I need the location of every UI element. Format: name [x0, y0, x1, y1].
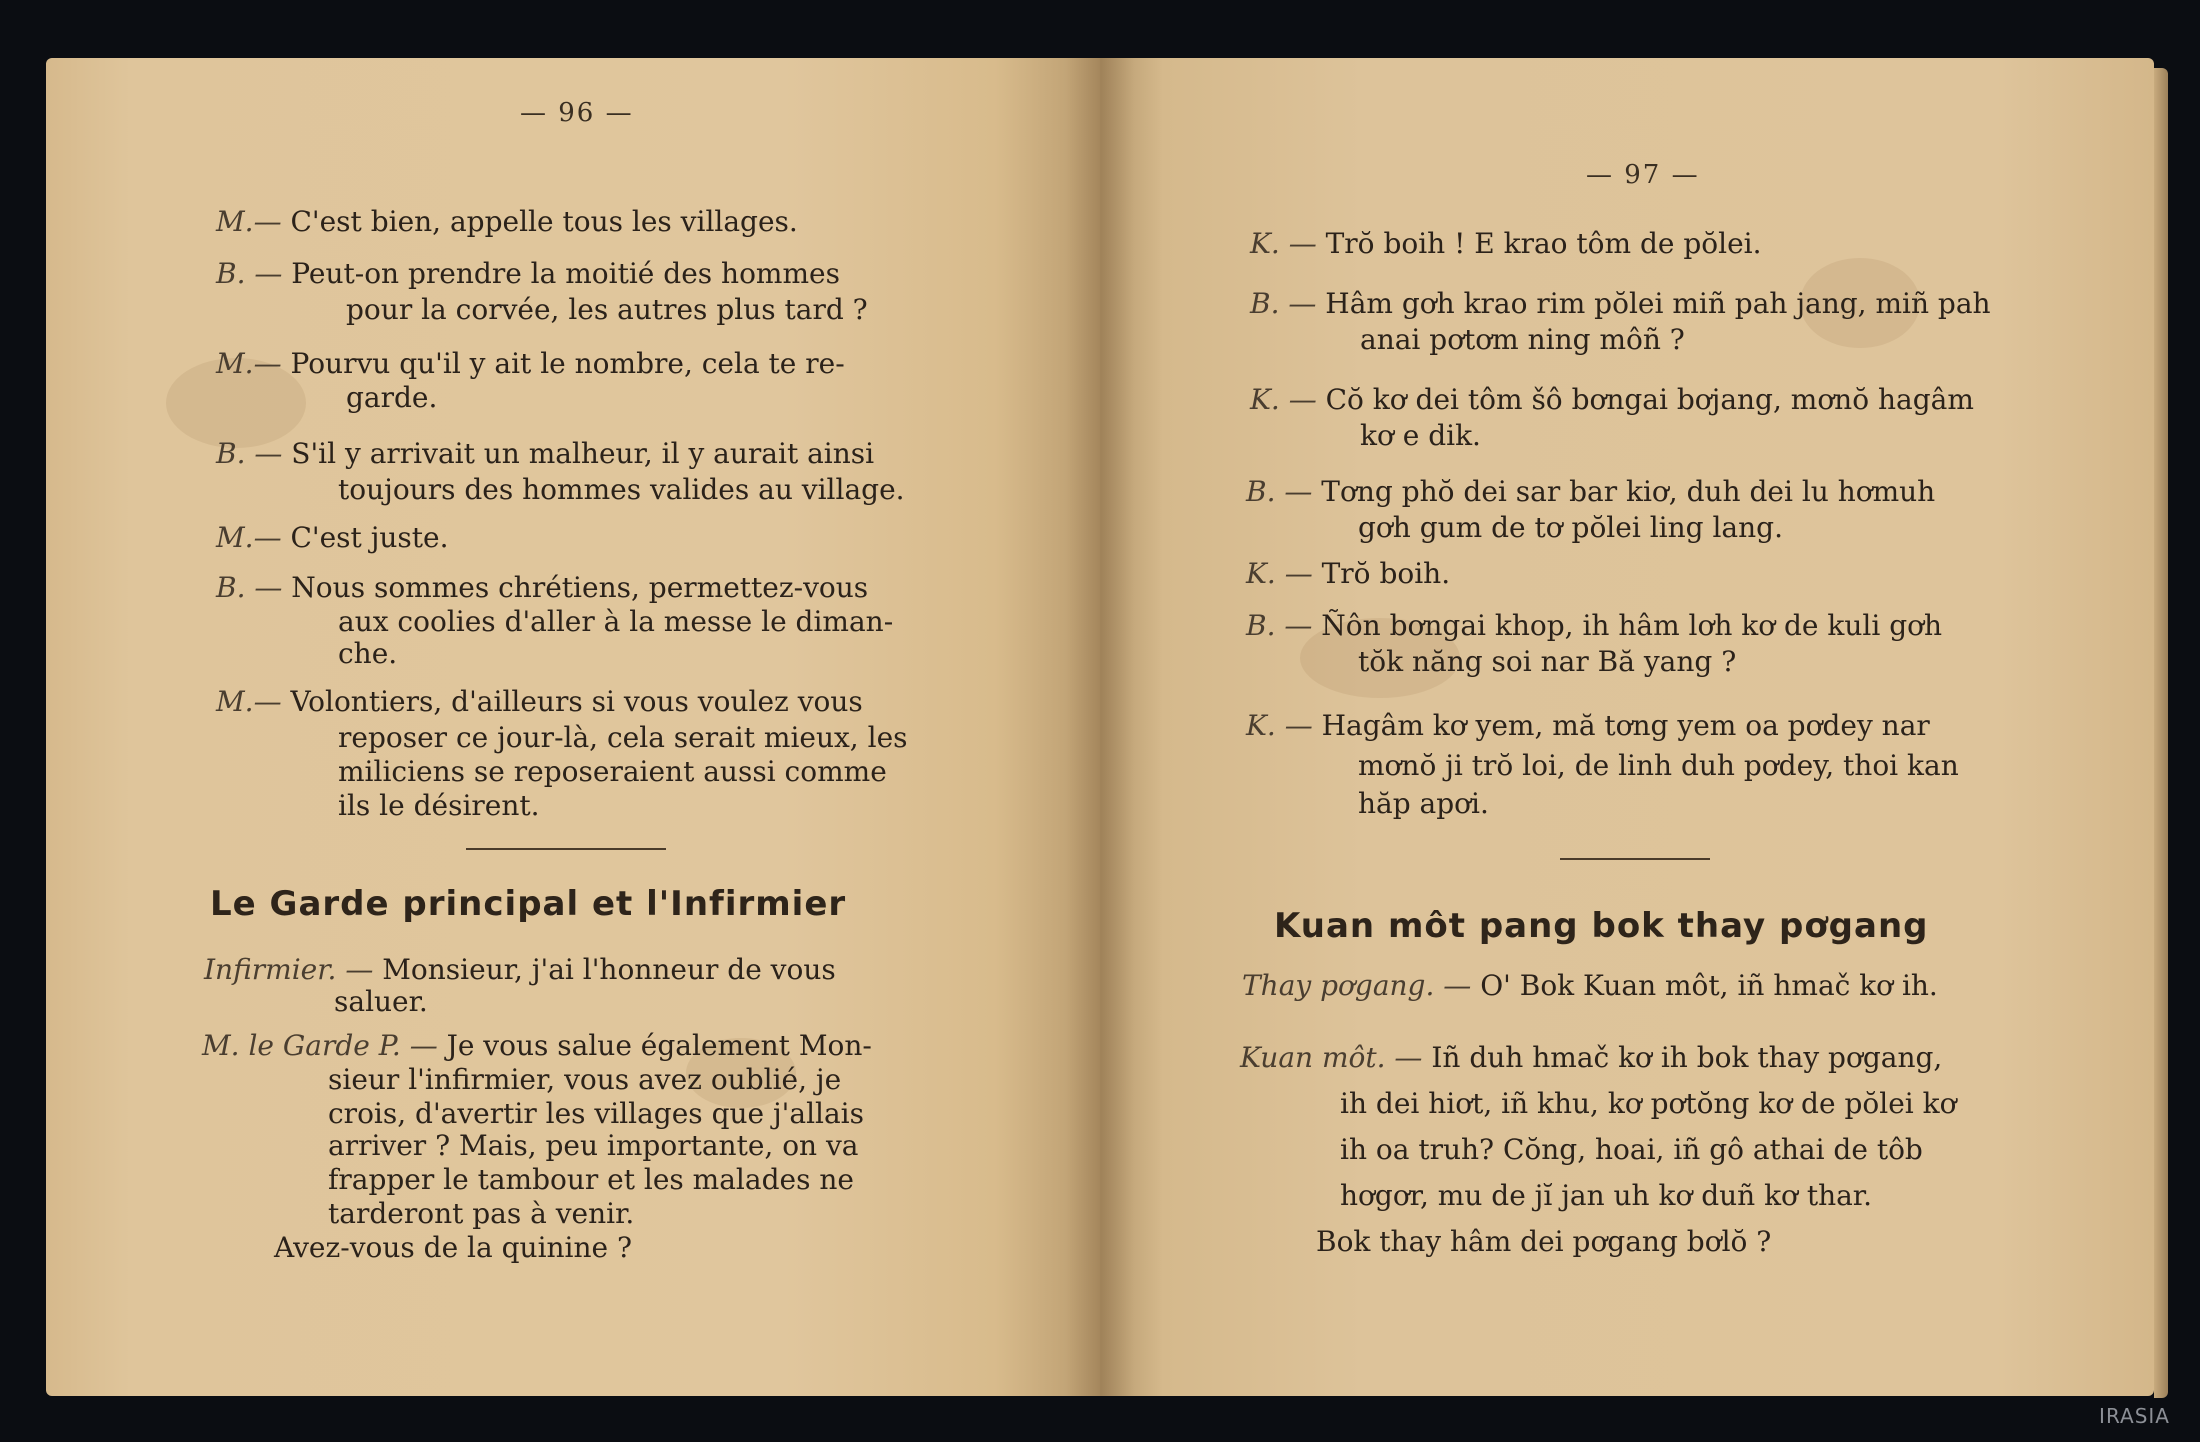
dialogue-line	[1358, 646, 1736, 678]
line-text: arriver ? Mais, peu importante, on va	[328, 1129, 859, 1162]
line-text: Hâm gơh krao rim pŏlei miñ pah jang, miñ pah	[1325, 287, 1991, 320]
dialogue-line	[1358, 512, 1783, 544]
speaker-label: Infirmier. —	[204, 953, 374, 986]
dialogue-line	[338, 756, 887, 788]
line-text: Iñ duh hmač kơ ih bok thay pơgang,	[1431, 1041, 1943, 1074]
speaker-label: K. —	[1250, 383, 1317, 416]
line-text: anai pơtơm ning môñ ?	[1360, 323, 1685, 356]
dialogue-line	[328, 1064, 841, 1096]
dialogue-line	[334, 986, 428, 1018]
dialogue-line	[1358, 788, 1489, 820]
line-text: ih dei hiơt, iñ khu, kơ pơtŏng kơ de pŏlei kơ	[1340, 1087, 1957, 1120]
line-text: reposer ce jour-là, cela serait mieux, les	[338, 721, 908, 754]
speaker-label: M.—	[216, 685, 282, 718]
dialogue-line	[328, 1164, 854, 1196]
line-text: ils le désirent.	[338, 789, 540, 822]
page-number-right: — 97 —	[1586, 160, 1700, 190]
dialogue-line	[1246, 476, 1935, 508]
section-heading: Le Garde principal et l'Infirmier	[210, 884, 847, 924]
dialogue-line	[216, 522, 449, 554]
speaker-label: B. —	[216, 437, 283, 470]
dialogue-line	[1240, 1042, 1942, 1074]
dialogue-line	[1250, 288, 1991, 320]
dialogue-line	[1340, 1180, 1872, 1212]
line-text: Avez-vous de la quinine ?	[274, 1231, 633, 1264]
dialogue-line	[338, 638, 397, 670]
dialogue-line	[1340, 1088, 1956, 1120]
speaker-label: K. —	[1250, 227, 1317, 260]
section-heading: Kuan môt pang bok thay pơgang	[1274, 906, 1929, 946]
line-text: hơgơr, mu de jĭ jan uh kơ duñ kơ thar.	[1340, 1179, 1872, 1212]
section-divider	[466, 848, 666, 850]
watermark-text: IRASIA	[2099, 1404, 2170, 1428]
dialogue-line	[204, 954, 836, 986]
line-text: Trŏ boih.	[1321, 557, 1451, 590]
line-text: C'est bien, appelle tous les villages.	[290, 205, 798, 238]
line-text: Cŏ kơ dei tôm šô bơngai bơjang, mơnŏ hagâm	[1325, 383, 1974, 416]
line-text: C'est juste.	[290, 521, 449, 554]
right-page	[1100, 58, 2154, 1396]
line-text: Monsieur, j'ai l'honneur de vous	[382, 953, 836, 986]
line-text: che.	[338, 637, 398, 670]
book-spine	[1066, 58, 1134, 1396]
line-text: tŏk năng soi nar Bă yang ?	[1358, 645, 1737, 678]
line-text: kơ e dik.	[1360, 419, 1481, 452]
dialogue-line	[346, 294, 868, 326]
page-number-left: — 96 —	[520, 98, 634, 128]
line-text: Hagâm kơ yem, mă tơng yem oa pơdey nar	[1321, 709, 1930, 742]
line-text: garde.	[346, 381, 438, 414]
line-text: frapper le tambour et les malades ne	[328, 1163, 854, 1196]
dialogue-line	[1250, 228, 1762, 260]
line-text: O' Bok Kuan môt, iñ hmač kơ ih.	[1480, 969, 1938, 1002]
dialogue-line	[1250, 384, 1974, 416]
dialogue-line	[328, 1098, 864, 1130]
line-text: hăp apơi.	[1358, 787, 1489, 820]
dialogue-line	[338, 722, 908, 754]
line-text: crois, d'avertir les villages que j'allais	[328, 1097, 864, 1130]
line-text: toujours des hommes valides au village.	[338, 473, 905, 506]
line-text: Trŏ boih ! E krao tôm de pŏlei.	[1325, 227, 1762, 260]
speaker-label: M.—	[216, 205, 282, 238]
section-divider	[1560, 858, 1710, 860]
speaker-label: B. —	[216, 257, 283, 290]
dialogue-line	[216, 348, 845, 380]
dialogue-line	[338, 606, 893, 638]
dialogue-line	[328, 1130, 859, 1162]
dialogue-line	[1316, 1226, 1771, 1258]
dialogue-line	[216, 206, 798, 238]
line-text: saluer.	[334, 985, 428, 1018]
dialogue-line	[1358, 750, 1959, 782]
dialogue-line	[274, 1232, 632, 1264]
dialogue-line	[338, 790, 540, 822]
dialogue-line	[202, 1030, 872, 1062]
dialogue-line	[1360, 420, 1481, 452]
speaker-label: B. —	[1250, 287, 1317, 320]
line-text: Ñôn bơngai khop, ih hâm lơh kơ de kuli gơh	[1321, 609, 1943, 642]
dialogue-line	[216, 438, 874, 470]
line-text: Pourvu qu'il y ait le nombre, cela te re-	[290, 347, 845, 380]
line-text: aux coolies d'aller à la messe le diman-	[338, 605, 894, 638]
speaker-label: M.—	[216, 347, 282, 380]
speaker-label: M.—	[216, 521, 282, 554]
dialogue-line	[328, 1198, 634, 1230]
line-text: Bok thay hâm dei pơgang bơlŏ ?	[1316, 1225, 1772, 1258]
line-text: gơh gum de tơ pŏlei ling lang.	[1358, 511, 1783, 544]
left-page	[46, 58, 1100, 1396]
speaker-label: K. —	[1246, 709, 1313, 742]
dialogue-line	[1340, 1134, 1923, 1166]
line-text: Je vous salue également Mon-	[446, 1029, 872, 1062]
speaker-label: M. le Garde P. —	[202, 1029, 438, 1062]
speaker-label: B. —	[1246, 609, 1313, 642]
dialogue-line	[346, 382, 437, 414]
line-text: Peut-on prendre la moitié des hommes	[291, 257, 840, 290]
dialogue-line	[1242, 970, 1938, 1002]
speaker-label: Thay pơgang. —	[1242, 969, 1472, 1002]
dialogue-line	[216, 258, 840, 290]
line-text: Volontiers, d'ailleurs si vous voulez vous	[290, 685, 863, 718]
dialogue-line	[1246, 558, 1450, 590]
speaker-label: Kuan môt. —	[1240, 1041, 1423, 1074]
line-text: miliciens se reposeraient aussi comme	[338, 755, 887, 788]
speaker-label: K. —	[1246, 557, 1313, 590]
open-book	[46, 58, 2154, 1396]
dialogue-line	[338, 474, 905, 506]
line-text: tarderont pas à venir.	[328, 1197, 635, 1230]
line-text: pour la corvée, les autres plus tard ?	[346, 293, 868, 326]
dialogue-line	[216, 572, 868, 604]
speaker-label: B. —	[1246, 475, 1313, 508]
dialogue-line	[1246, 610, 1942, 642]
dialogue-line	[1246, 710, 1930, 742]
line-text: S'il y arrivait un malheur, il y aurait ainsi	[291, 437, 875, 470]
line-text: ih oa truh? Cŏng, hoai, iñ gô athai de tôb	[1340, 1133, 1923, 1166]
line-text: sieur l'infirmier, vous avez oublié, je	[328, 1063, 842, 1096]
dialogue-line	[1360, 324, 1685, 356]
dialogue-line	[216, 686, 863, 718]
speaker-label: B. —	[216, 571, 283, 604]
line-text: mơnŏ ji trŏ loi, de linh duh pơdey, thoi kan	[1358, 749, 1959, 782]
line-text: Nous sommes chrétiens, permettez-vous	[291, 571, 869, 604]
line-text: Tơng phŏ dei sar bar kiơ, duh dei lu hơmuh	[1321, 475, 1936, 508]
page-edge	[2154, 68, 2168, 1398]
